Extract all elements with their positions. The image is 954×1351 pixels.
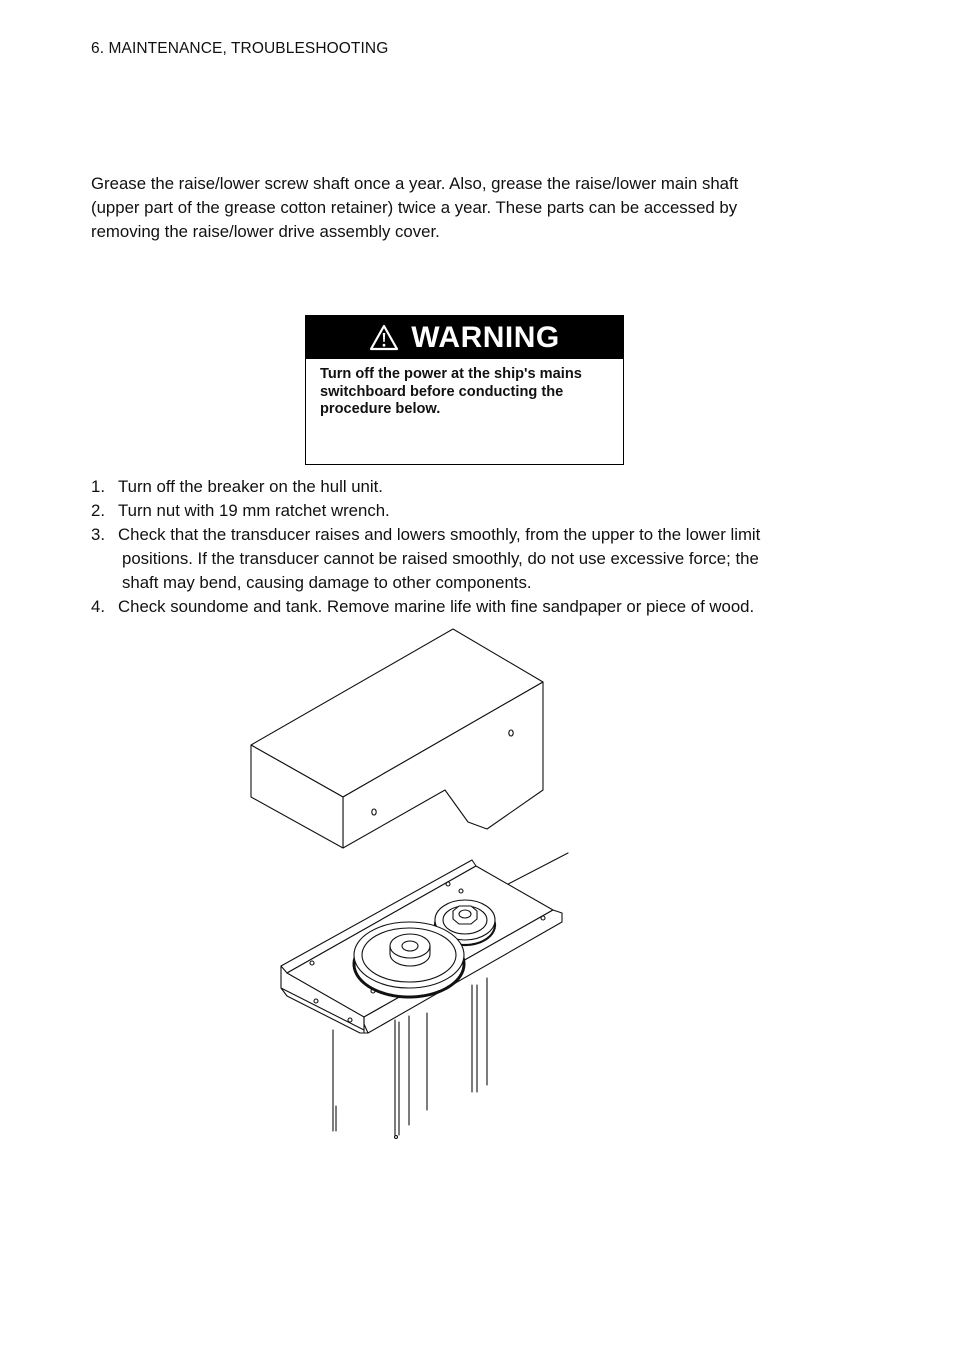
step-text: Check that the transducer raises and lowers smoothly, from the upper to the lower limit xyxy=(118,525,761,544)
intro-paragraph xyxy=(91,172,851,244)
step-number: 1. xyxy=(91,477,105,496)
warning-line: switchboard before conducting the xyxy=(320,383,564,400)
step-text: Turn off the breaker on the hull unit. xyxy=(118,477,383,496)
list-item xyxy=(91,595,851,619)
warning-triangle-icon xyxy=(369,324,399,351)
step-text: Check soundome and tank. Remove marine life with fine sandpaper or piece of wood. xyxy=(118,597,755,616)
warning-box xyxy=(305,315,624,465)
drive-assembly-illustration xyxy=(240,625,590,1145)
step-number: 4. xyxy=(91,597,105,616)
warning-message xyxy=(306,359,623,419)
intro-line: (upper part of the grease cotton retainer) twice a year. These parts can be accessed by xyxy=(91,198,738,217)
list-item xyxy=(91,523,851,595)
warning-line: Turn off the power at the ship's mains xyxy=(320,366,582,382)
step-number: 2. xyxy=(91,501,105,520)
step-text: positions. If the transducer cannot be raised smoothly, do not use excessive force; the xyxy=(122,549,759,568)
intro-line: Grease the raise/lower screw shaft once a year. Also, grease the raise/lower main shaft xyxy=(91,174,739,193)
warning-header xyxy=(306,316,623,359)
step-text: Turn nut with 19 mm ratchet wrench. xyxy=(118,501,390,520)
list-item xyxy=(91,499,851,523)
intro-line: removing the raise/lower drive assembly cover. xyxy=(91,222,440,241)
page-header: 6. MAINTENANCE, TROUBLESHOOTING xyxy=(91,40,389,57)
warning-line: procedure below. xyxy=(320,401,441,417)
list-item xyxy=(91,475,851,499)
step-text: shaft may bend, causing damage to other components. xyxy=(122,573,532,592)
step-number: 3. xyxy=(91,525,105,544)
warning-title: WARNING xyxy=(411,320,560,354)
procedure-list xyxy=(91,475,851,619)
